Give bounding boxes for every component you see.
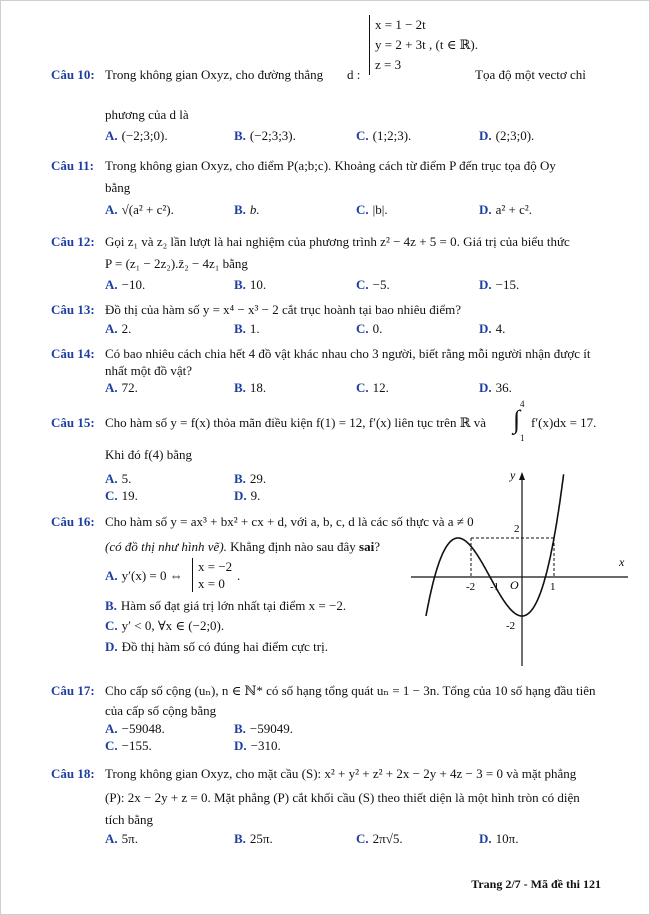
option-c: C. |b|. xyxy=(356,202,388,217)
question-label: Câu 10: xyxy=(51,67,95,82)
integral-upper-bound: 4 xyxy=(520,399,525,409)
x-axis-label: x xyxy=(619,555,625,569)
question-label: Câu 13: xyxy=(51,302,95,317)
option-a-end: . xyxy=(237,568,241,583)
option-d: D. 36. xyxy=(479,380,512,395)
question-text: Cho hàm số y = f(x) thỏa mãn điều kiện f(1) = 12, f′(x) liên tục trên ℝ và xyxy=(105,415,487,430)
option-a: A. √(a² + c²). xyxy=(105,202,174,217)
question-text: (có đồ thị như hình vẽ). Khẳng định nào sau đây sai? xyxy=(105,539,380,554)
option-d: D. 10π. xyxy=(479,831,519,846)
option-d: D. (2;3;0). xyxy=(479,128,535,143)
option-a: A. 5π. xyxy=(105,831,138,846)
option-b: B. (−2;3;3). xyxy=(234,128,296,143)
question-label: Câu 17: xyxy=(51,683,95,698)
question-text: Khi đó f(4) bằng xyxy=(105,447,193,462)
system-line: x = −2 xyxy=(198,559,233,574)
integral-lower-bound: 1 xyxy=(520,433,525,443)
question-text: Tọa độ một vectơ chỉ xyxy=(475,67,586,82)
question-text: Cho cấp số cộng (uₙ), n ∈ ℕ* có số hạng tổng quát uₙ = 1 − 3n. Tổng của 10 số hạng đầu tiên xyxy=(105,683,596,698)
option-b: B. b. xyxy=(234,202,260,217)
system-line: x = 1 − 2t xyxy=(375,17,426,32)
question-label: Câu 12: xyxy=(51,234,95,249)
option-a: A. −59048. xyxy=(105,721,165,736)
option-a: A. 2. xyxy=(105,321,132,336)
question-text: Cho hàm số y = ax³ + bx² + cx + d, với a, b, c, d là các số thực và a ≠ 0 xyxy=(105,514,474,529)
tick-label-x-neg2: -2 xyxy=(466,581,476,593)
option-a: A. y′(x) = 0 ⇔ xyxy=(105,568,183,583)
question-text: (P): 2x − 2y + z = 0. Mặt phẳng (P) cắt khối cầu (S) theo thiết diện là một hình tròn có diện xyxy=(105,790,580,805)
system-line: z = 3 xyxy=(375,57,402,72)
option-b: B. 18. xyxy=(234,380,267,395)
integral-sign: ∫ xyxy=(513,405,521,434)
line-name: d : xyxy=(347,67,361,82)
option-c: C. 0. xyxy=(356,321,383,336)
y-axis-arrow-icon xyxy=(519,472,525,480)
option-b: B. 1. xyxy=(234,321,260,336)
option-c: C. −155. xyxy=(105,738,152,753)
option-a: A. −10. xyxy=(105,277,146,292)
option-c: C. y′ < 0, ∀x ∈ (−2;0). xyxy=(105,618,225,633)
origin-label: O xyxy=(510,578,519,592)
question-text: Đồ thị của hàm số y = x⁴ − x³ − 2 cắt trục hoành tại bao nhiêu điểm? xyxy=(105,302,462,317)
question-text: nhất một đồ vật? xyxy=(105,363,193,378)
integral-body: f′(x)dx = 17. xyxy=(531,415,597,430)
option-a: A. 72. xyxy=(105,380,138,395)
option-d: D. −15. xyxy=(479,277,520,292)
option-a: A. 5. xyxy=(105,471,132,486)
cubic-graph xyxy=(406,466,636,671)
question-label: Câu 11: xyxy=(51,158,94,173)
option-b: B. 29. xyxy=(234,471,267,486)
option-d: D. a² + c². xyxy=(479,202,533,217)
cubic-curve xyxy=(426,474,564,616)
question-text: Gọi z₁ và z₂ lần lượt là hai nghiệm của phương trình z² − 4z + 5 = 0. Giá trị của biểu thức xyxy=(105,234,570,249)
tick-label-x-neg1: -1 xyxy=(490,581,500,593)
question-label: Câu 15: xyxy=(51,415,95,430)
option-a: A. (−2;3;0). xyxy=(105,128,168,143)
option-c: C. 2π√5. xyxy=(356,831,403,846)
option-c: C. (1;2;3). xyxy=(356,128,412,143)
question-text: bằng xyxy=(105,180,131,195)
option-c: C. −5. xyxy=(356,277,390,292)
tick-label-y-neg2: -2 xyxy=(506,620,516,632)
option-b: B. −59049. xyxy=(234,721,294,736)
tick-label-x-1: 1 xyxy=(550,581,556,593)
option-a-system xyxy=(192,558,232,592)
option-b: B. 10. xyxy=(234,277,267,292)
option-d: D. −310. xyxy=(234,738,281,753)
question-text: Trong không gian Oxyz, cho mặt cầu (S): x² + y² + z² + 2x − 2y + 4z − 3 = 0 và mặt phẳng xyxy=(105,766,577,781)
option-d: D. 9. xyxy=(234,488,261,503)
question-text: phương của d là xyxy=(105,107,189,122)
y-axis-label: y xyxy=(510,468,516,482)
option-c: C. 19. xyxy=(105,488,138,503)
question-text: Trong không gian Oxyz, cho điểm P(a;b;c). Khoảng cách từ điểm P đến trục tọa độ Oy xyxy=(105,158,556,173)
question-label: Câu 16: xyxy=(51,514,95,529)
page-footer: Trang 2/7 - Mã đề thi 121 xyxy=(471,877,601,891)
option-d: D. Đồ thị hàm số có đúng hai điểm cực trị. xyxy=(105,639,328,654)
option-b: B. 25π. xyxy=(234,831,273,846)
parametric-system xyxy=(369,15,478,75)
option-c: C. 12. xyxy=(356,380,389,395)
tick-label-y-2: 2 xyxy=(514,523,520,535)
question-text: của cấp số cộng bằng xyxy=(105,703,217,718)
system-line: x = 0 xyxy=(198,576,225,591)
system-line: y = 2 + 3t , (t ∈ ℝ). xyxy=(375,37,478,52)
question-text: tích bằng xyxy=(105,812,154,827)
question-text: Có bao nhiêu cách chia hết 4 đồ vật khác nhau cho 3 người, biết rằng mỗi người nhận được ít xyxy=(105,346,591,361)
question-label: Câu 18: xyxy=(51,766,95,781)
option-b: B. Hàm số đạt giá trị lớn nhất tại điểm x = −2. xyxy=(105,598,347,613)
question-label: Câu 14: xyxy=(51,346,95,361)
question-text: P = (z₁ − 2z₂).z̄₂ − 4z₁ bằng xyxy=(105,256,248,271)
option-d: D. 4. xyxy=(479,321,506,336)
question-text: Trong không gian Oxyz, cho đường thẳng xyxy=(105,67,324,82)
